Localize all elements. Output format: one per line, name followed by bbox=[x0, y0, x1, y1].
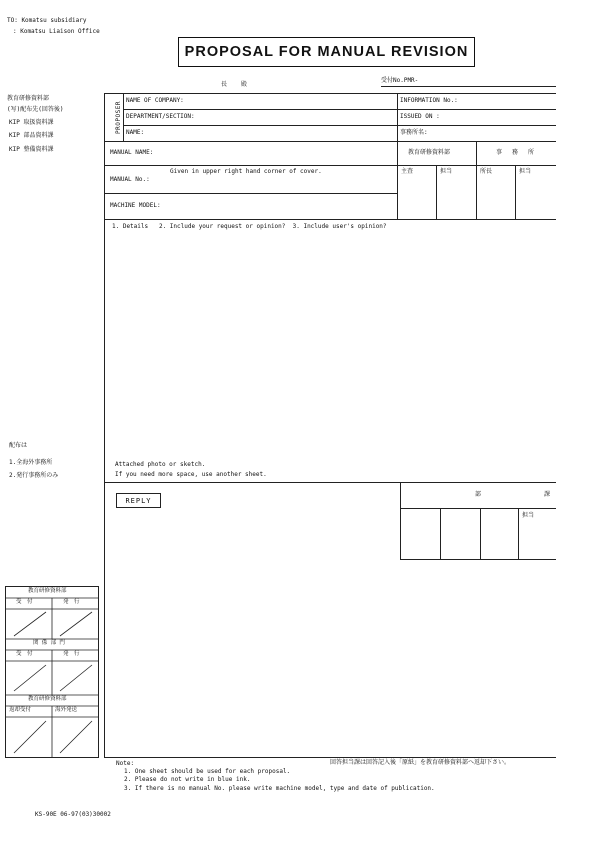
details-text-area[interactable] bbox=[106, 233, 554, 455]
note-japanese: 回答担当課は回答記入後「原紙」を教育研修資料部へ返却下さい。 bbox=[330, 759, 511, 766]
stamp-box-lines bbox=[6, 587, 98, 757]
approval-cell-chief[interactable]: 主査 bbox=[401, 168, 414, 175]
row-line-4 bbox=[104, 165, 556, 166]
stamp-group-2-receive[interactable]: 受 付 bbox=[16, 651, 33, 657]
row-line-6 bbox=[104, 219, 556, 220]
form-bottom-border bbox=[104, 757, 556, 758]
approval-cell-office-staff[interactable]: 担当 bbox=[519, 168, 532, 175]
dist-item-3: KIP 取扱資料課 bbox=[9, 119, 54, 126]
office-name-field[interactable]: 事務所名: bbox=[400, 129, 428, 136]
form-code: KS-90E 06-97(03)30002 bbox=[35, 811, 111, 818]
reply-label: REPLY bbox=[116, 493, 161, 508]
reply-separator bbox=[104, 482, 556, 483]
stamp-group-3-overseas[interactable]: 海外発送 bbox=[55, 707, 78, 713]
note-label: Note: bbox=[116, 760, 135, 767]
manual-no-field[interactable]: MANUAL No.: bbox=[110, 176, 150, 183]
approval-dept-label: 教育研修資料部 bbox=[408, 149, 451, 156]
manual-name-field[interactable]: MANUAL NAME: bbox=[110, 149, 154, 156]
proposer-name-field[interactable]: NAME: bbox=[126, 129, 145, 136]
stamp-group-1-receive[interactable]: 受 付 bbox=[16, 599, 33, 605]
reply-tanto-label[interactable]: 担当 bbox=[522, 512, 535, 519]
to-line-1: TO: Komatsu subsidiary bbox=[7, 17, 87, 24]
reply-text-area[interactable] bbox=[106, 512, 396, 752]
form-title: PROPOSAL FOR MANUAL REVISION bbox=[178, 37, 475, 67]
stamp-group-3-title: 教育研修資料部 bbox=[28, 696, 67, 702]
row-line-1 bbox=[123, 109, 556, 110]
receipt-underline bbox=[381, 86, 556, 87]
form-top-border bbox=[104, 93, 556, 94]
distribution-note-title: 配布は bbox=[9, 442, 28, 449]
reply-box-bottom bbox=[400, 559, 556, 560]
reply-box-div-3 bbox=[518, 508, 519, 559]
reply-box-left bbox=[400, 482, 401, 559]
note-1: 1. One sheet should be used for each proposal. bbox=[124, 768, 291, 775]
reply-bu-label: 部 bbox=[475, 491, 482, 498]
approval-divider-2 bbox=[476, 141, 477, 219]
reply-box-div-2 bbox=[480, 508, 481, 559]
dist-item-2: (写)配布先(回答後) bbox=[7, 106, 64, 113]
row-line-3 bbox=[104, 141, 556, 142]
note-2: 2. Please do not write in blue ink. bbox=[124, 776, 251, 783]
distribution-note-1: 1.全海外事務所 bbox=[9, 459, 53, 466]
stamp-group-1-issue[interactable]: 発 行 bbox=[63, 599, 80, 605]
dist-item-5: KIP 整備資料課 bbox=[9, 146, 54, 153]
proposer-label: PROPOSER bbox=[115, 100, 122, 134]
approval-divider-1 bbox=[436, 165, 437, 219]
stamp-group-3-return[interactable]: 返却受付 bbox=[9, 707, 32, 713]
stamp-box bbox=[5, 586, 99, 758]
receipt-number[interactable]: 受付No.PMR- bbox=[381, 77, 419, 84]
dist-item-1: 教育研修資料部 bbox=[7, 95, 50, 102]
manual-no-hint: Given in upper right hand corner of cover. bbox=[170, 168, 322, 175]
info-divider bbox=[397, 93, 398, 219]
proposer-divider bbox=[123, 93, 124, 141]
approval-office-label: 事 務 所 bbox=[496, 149, 537, 156]
reply-box-mid bbox=[400, 508, 556, 509]
approval-divider-3 bbox=[515, 165, 516, 219]
row-line-2 bbox=[123, 125, 556, 126]
reply-ka-label: 課 bbox=[544, 491, 551, 498]
information-no-field[interactable]: INFORMATION No.: bbox=[400, 97, 458, 104]
approval-cell-staff[interactable]: 担当 bbox=[440, 168, 453, 175]
stamp-group-2-issue[interactable]: 発 行 bbox=[63, 651, 80, 657]
company-name-field[interactable]: NAME OF COMPANY: bbox=[126, 97, 184, 104]
stamp-group-1-title: 教育研修資料部 bbox=[28, 588, 67, 594]
to-line-2: : Komatsu Liaison Office bbox=[13, 28, 100, 35]
reply-box-div-1 bbox=[440, 508, 441, 559]
stamp-group-2-title: 関 係 部 門 bbox=[33, 640, 65, 646]
distribution-note-2: 2.発行事務所のみ bbox=[9, 472, 59, 479]
machine-model-field[interactable]: MACHINE MODEL: bbox=[110, 202, 161, 209]
attached-line-2: If you need more space, use another sheet. bbox=[115, 471, 267, 478]
note-3: 3. If there is no manual No. please write machine model, type and date of publication. bbox=[124, 785, 435, 792]
attached-line-1: Attached photo or sketch. bbox=[115, 461, 206, 468]
department-field[interactable]: DEPARTMENT/SECTION: bbox=[126, 113, 195, 120]
addressee: 長 殿 bbox=[221, 81, 252, 88]
issued-on-field[interactable]: ISSUED ON : bbox=[400, 113, 440, 120]
details-instructions: 1. Details 2. Include your request or opinion? 3. Include user's opinion? bbox=[112, 223, 387, 230]
approval-cell-manager[interactable]: 所長 bbox=[480, 168, 493, 175]
row-line-5 bbox=[104, 193, 397, 194]
dist-item-4: KIP 部品資料課 bbox=[9, 132, 54, 139]
